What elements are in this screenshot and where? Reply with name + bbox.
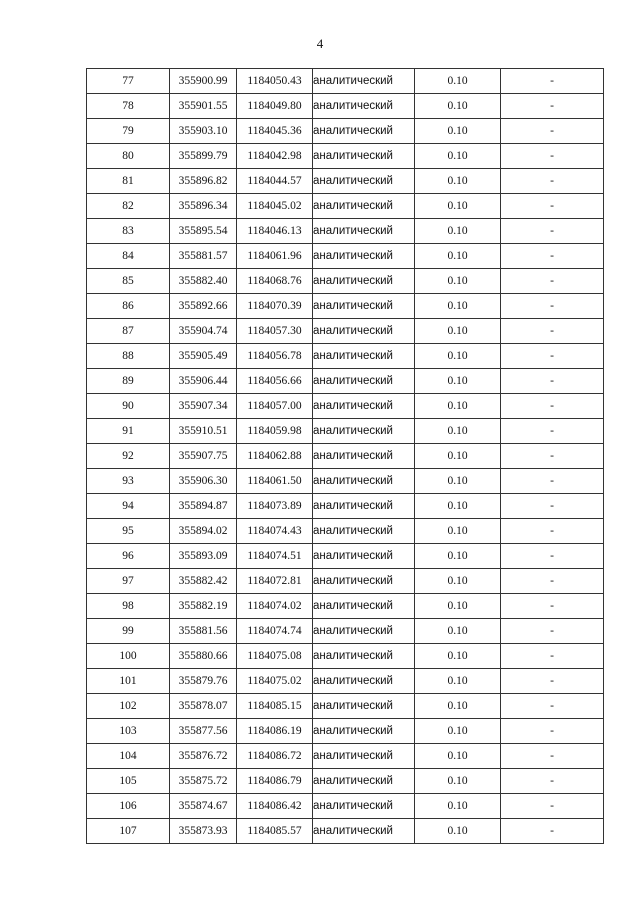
accuracy-cell: 0.10 [415, 644, 501, 669]
accuracy-cell: 0.10 [415, 744, 501, 769]
table-row [87, 469, 604, 494]
note-cell: - [501, 519, 604, 544]
point-number-cell: 90 [87, 394, 170, 419]
accuracy-cell: 0.10 [415, 294, 501, 319]
x-coordinate-cell: 355907.75 [170, 444, 237, 469]
x-coordinate-cell: 355880.66 [170, 644, 237, 669]
method-cell: аналитический [313, 719, 415, 744]
method-cell: аналитический [313, 94, 415, 119]
point-number-cell: 91 [87, 419, 170, 444]
table-row [87, 569, 604, 594]
note-cell: - [501, 369, 604, 394]
method-cell: аналитический [313, 819, 415, 844]
table-row [87, 369, 604, 394]
table-row [87, 94, 604, 119]
y-coordinate-cell: 1184086.72 [237, 744, 313, 769]
point-number-cell: 106 [87, 794, 170, 819]
accuracy-cell: 0.10 [415, 794, 501, 819]
method-cell: аналитический [313, 444, 415, 469]
note-cell: - [501, 469, 604, 494]
table-row [87, 644, 604, 669]
method-cell: аналитический [313, 569, 415, 594]
x-coordinate-cell: 355910.51 [170, 419, 237, 444]
note-cell: - [501, 444, 604, 469]
y-coordinate-cell: 1184042.98 [237, 144, 313, 169]
point-number-cell: 80 [87, 144, 170, 169]
accuracy-cell: 0.10 [415, 419, 501, 444]
x-coordinate-cell: 355882.42 [170, 569, 237, 594]
note-cell: - [501, 544, 604, 569]
point-number-cell: 96 [87, 544, 170, 569]
table-row [87, 494, 604, 519]
table-row [87, 444, 604, 469]
accuracy-cell: 0.10 [415, 144, 501, 169]
table-row [87, 194, 604, 219]
table-row [87, 269, 604, 294]
point-number-cell: 77 [87, 69, 170, 94]
method-cell: аналитический [313, 669, 415, 694]
x-coordinate-cell: 355881.56 [170, 619, 237, 644]
x-coordinate-cell: 355896.82 [170, 169, 237, 194]
x-coordinate-cell: 355894.02 [170, 519, 237, 544]
x-coordinate-cell: 355882.19 [170, 594, 237, 619]
point-number-cell: 99 [87, 619, 170, 644]
y-coordinate-cell: 1184049.80 [237, 94, 313, 119]
table-row [87, 219, 604, 244]
point-number-cell: 93 [87, 469, 170, 494]
y-coordinate-cell: 1184075.02 [237, 669, 313, 694]
point-number-cell: 86 [87, 294, 170, 319]
y-coordinate-cell: 1184074.43 [237, 519, 313, 544]
method-cell: аналитический [313, 744, 415, 769]
x-coordinate-cell: 355874.67 [170, 794, 237, 819]
x-coordinate-cell: 355882.40 [170, 269, 237, 294]
x-coordinate-cell: 355893.09 [170, 544, 237, 569]
method-cell: аналитический [313, 469, 415, 494]
table-row [87, 594, 604, 619]
method-cell: аналитический [313, 369, 415, 394]
method-cell: аналитический [313, 794, 415, 819]
x-coordinate-cell: 355892.66 [170, 294, 237, 319]
y-coordinate-cell: 1184085.15 [237, 694, 313, 719]
x-coordinate-cell: 355896.34 [170, 194, 237, 219]
y-coordinate-cell: 1184074.74 [237, 619, 313, 644]
method-cell: аналитический [313, 544, 415, 569]
point-number-cell: 83 [87, 219, 170, 244]
accuracy-cell: 0.10 [415, 619, 501, 644]
table-row [87, 394, 604, 419]
method-cell: аналитический [313, 694, 415, 719]
point-number-cell: 94 [87, 494, 170, 519]
x-coordinate-cell: 355901.55 [170, 94, 237, 119]
note-cell: - [501, 169, 604, 194]
x-coordinate-cell: 355881.57 [170, 244, 237, 269]
x-coordinate-cell: 355905.49 [170, 344, 237, 369]
x-coordinate-cell: 355906.44 [170, 369, 237, 394]
method-cell: аналитический [313, 119, 415, 144]
y-coordinate-cell: 1184061.50 [237, 469, 313, 494]
point-number-cell: 78 [87, 94, 170, 119]
note-cell: - [501, 569, 604, 594]
accuracy-cell: 0.10 [415, 219, 501, 244]
table-row [87, 669, 604, 694]
accuracy-cell: 0.10 [415, 394, 501, 419]
x-coordinate-cell: 355894.87 [170, 494, 237, 519]
x-coordinate-cell: 355879.76 [170, 669, 237, 694]
table-row [87, 119, 604, 144]
y-coordinate-cell: 1184070.39 [237, 294, 313, 319]
y-coordinate-cell: 1184057.00 [237, 394, 313, 419]
table-row [87, 519, 604, 544]
method-cell: аналитический [313, 319, 415, 344]
point-number-cell: 98 [87, 594, 170, 619]
method-cell: аналитический [313, 344, 415, 369]
method-cell: аналитический [313, 394, 415, 419]
x-coordinate-cell: 355903.10 [170, 119, 237, 144]
x-coordinate-cell: 355899.79 [170, 144, 237, 169]
y-coordinate-cell: 1184062.88 [237, 444, 313, 469]
note-cell: - [501, 594, 604, 619]
table-row [87, 294, 604, 319]
y-coordinate-cell: 1184061.96 [237, 244, 313, 269]
table-row [87, 344, 604, 369]
table-row [87, 794, 604, 819]
x-coordinate-cell: 355875.72 [170, 769, 237, 794]
y-coordinate-cell: 1184057.30 [237, 319, 313, 344]
note-cell: - [501, 744, 604, 769]
y-coordinate-cell: 1184086.19 [237, 719, 313, 744]
point-number-cell: 95 [87, 519, 170, 544]
method-cell: аналитический [313, 494, 415, 519]
note-cell: - [501, 244, 604, 269]
point-number-cell: 104 [87, 744, 170, 769]
y-coordinate-cell: 1184068.76 [237, 269, 313, 294]
table-row [87, 319, 604, 344]
note-cell: - [501, 694, 604, 719]
note-cell: - [501, 294, 604, 319]
accuracy-cell: 0.10 [415, 569, 501, 594]
y-coordinate-cell: 1184059.98 [237, 419, 313, 444]
accuracy-cell: 0.10 [415, 369, 501, 394]
y-coordinate-cell: 1184056.66 [237, 369, 313, 394]
y-coordinate-cell: 1184050.43 [237, 69, 313, 94]
accuracy-cell: 0.10 [415, 494, 501, 519]
y-coordinate-cell: 1184085.57 [237, 819, 313, 844]
point-number-cell: 87 [87, 319, 170, 344]
note-cell: - [501, 494, 604, 519]
table-row [87, 694, 604, 719]
table-row [87, 244, 604, 269]
method-cell: аналитический [313, 144, 415, 169]
table-row [87, 744, 604, 769]
table-row [87, 144, 604, 169]
note-cell: - [501, 644, 604, 669]
accuracy-cell: 0.10 [415, 819, 501, 844]
note-cell: - [501, 219, 604, 244]
accuracy-cell: 0.10 [415, 344, 501, 369]
note-cell: - [501, 819, 604, 844]
point-number-cell: 101 [87, 669, 170, 694]
x-coordinate-cell: 355895.54 [170, 219, 237, 244]
y-coordinate-cell: 1184044.57 [237, 169, 313, 194]
accuracy-cell: 0.10 [415, 769, 501, 794]
accuracy-cell: 0.10 [415, 694, 501, 719]
point-number-cell: 102 [87, 694, 170, 719]
y-coordinate-cell: 1184086.42 [237, 794, 313, 819]
x-coordinate-cell: 355877.56 [170, 719, 237, 744]
accuracy-cell: 0.10 [415, 269, 501, 294]
method-cell: аналитический [313, 594, 415, 619]
note-cell: - [501, 319, 604, 344]
method-cell: аналитический [313, 169, 415, 194]
point-number-cell: 92 [87, 444, 170, 469]
y-coordinate-cell: 1184074.02 [237, 594, 313, 619]
point-number-cell: 97 [87, 569, 170, 594]
accuracy-cell: 0.10 [415, 719, 501, 744]
x-coordinate-cell: 355873.93 [170, 819, 237, 844]
point-number-cell: 81 [87, 169, 170, 194]
point-number-cell: 85 [87, 269, 170, 294]
note-cell: - [501, 769, 604, 794]
method-cell: аналитический [313, 194, 415, 219]
x-coordinate-cell: 355878.07 [170, 694, 237, 719]
note-cell: - [501, 344, 604, 369]
y-coordinate-cell: 1184074.51 [237, 544, 313, 569]
method-cell: аналитический [313, 644, 415, 669]
note-cell: - [501, 269, 604, 294]
accuracy-cell: 0.10 [415, 469, 501, 494]
y-coordinate-cell: 1184073.89 [237, 494, 313, 519]
point-number-cell: 107 [87, 819, 170, 844]
y-coordinate-cell: 1184045.36 [237, 119, 313, 144]
coordinates-table [86, 68, 604, 844]
point-number-cell: 84 [87, 244, 170, 269]
x-coordinate-cell: 355907.34 [170, 394, 237, 419]
point-number-cell: 79 [87, 119, 170, 144]
accuracy-cell: 0.10 [415, 244, 501, 269]
method-cell: аналитический [313, 769, 415, 794]
note-cell: - [501, 419, 604, 444]
point-number-cell: 103 [87, 719, 170, 744]
accuracy-cell: 0.10 [415, 319, 501, 344]
y-coordinate-cell: 1184045.02 [237, 194, 313, 219]
x-coordinate-cell: 355876.72 [170, 744, 237, 769]
method-cell: аналитический [313, 294, 415, 319]
table-row [87, 69, 604, 94]
table-row [87, 169, 604, 194]
method-cell: аналитический [313, 619, 415, 644]
note-cell: - [501, 719, 604, 744]
note-cell: - [501, 144, 604, 169]
x-coordinate-cell: 355906.30 [170, 469, 237, 494]
table-row [87, 719, 604, 744]
x-coordinate-cell: 355904.74 [170, 319, 237, 344]
point-number-cell: 100 [87, 644, 170, 669]
accuracy-cell: 0.10 [415, 544, 501, 569]
accuracy-cell: 0.10 [415, 669, 501, 694]
y-coordinate-cell: 1184072.81 [237, 569, 313, 594]
method-cell: аналитический [313, 269, 415, 294]
method-cell: аналитический [313, 519, 415, 544]
method-cell: аналитический [313, 219, 415, 244]
y-coordinate-cell: 1184075.08 [237, 644, 313, 669]
accuracy-cell: 0.10 [415, 194, 501, 219]
accuracy-cell: 0.10 [415, 119, 501, 144]
point-number-cell: 105 [87, 769, 170, 794]
note-cell: - [501, 69, 604, 94]
accuracy-cell: 0.10 [415, 94, 501, 119]
table-row [87, 619, 604, 644]
y-coordinate-cell: 1184086.79 [237, 769, 313, 794]
coordinates-table-body [87, 69, 604, 844]
method-cell: аналитический [313, 244, 415, 269]
method-cell: аналитический [313, 419, 415, 444]
point-number-cell: 82 [87, 194, 170, 219]
note-cell: - [501, 619, 604, 644]
y-coordinate-cell: 1184046.13 [237, 219, 313, 244]
accuracy-cell: 0.10 [415, 169, 501, 194]
x-coordinate-cell: 355900.99 [170, 69, 237, 94]
table-row [87, 819, 604, 844]
note-cell: - [501, 669, 604, 694]
accuracy-cell: 0.10 [415, 69, 501, 94]
page-number: 4 [316, 36, 324, 51]
accuracy-cell: 0.10 [415, 519, 501, 544]
note-cell: - [501, 194, 604, 219]
y-coordinate-cell: 1184056.78 [237, 344, 313, 369]
note-cell: - [501, 94, 604, 119]
note-cell: - [501, 394, 604, 419]
table-row [87, 544, 604, 569]
method-cell: аналитический [313, 69, 415, 94]
point-number-cell: 89 [87, 369, 170, 394]
accuracy-cell: 0.10 [415, 444, 501, 469]
note-cell: - [501, 119, 604, 144]
point-number-cell: 88 [87, 344, 170, 369]
note-cell: - [501, 794, 604, 819]
table-row [87, 419, 604, 444]
table-row [87, 769, 604, 794]
accuracy-cell: 0.10 [415, 594, 501, 619]
